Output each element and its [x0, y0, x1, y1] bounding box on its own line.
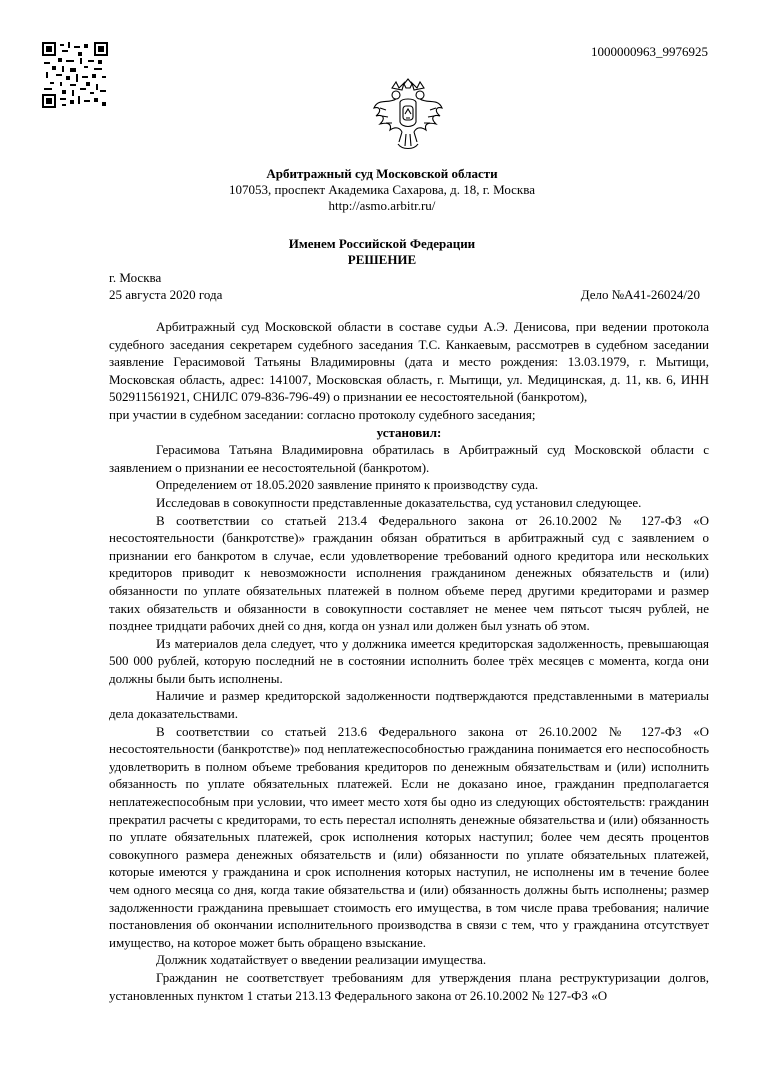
- court-address: 107053, проспект Академика Сахарова, д. 18, г. Москва: [229, 182, 535, 197]
- paragraph-8: Наличие и размер кредиторской задолженности подтверждаются представленными в материалы дела доказательствами.: [109, 688, 709, 722]
- court-name: Арбитражный суд Московской области: [266, 166, 498, 181]
- decision-body: [109, 318, 709, 1004]
- decision-heading: [0, 236, 764, 268]
- paragraph-2: при участии в судебном заседании: согласно протоколу судебного заседания;: [109, 406, 536, 422]
- section-heading: установил:: [376, 424, 442, 440]
- russian-coat-of-arms-icon: [368, 78, 448, 152]
- paragraph-10: Должник ходатайствует о введении реализации имущества.: [156, 952, 487, 968]
- heading-federation: Именем Российской Федерации: [288, 236, 476, 251]
- court-url[interactable]: http://asmo.arbitr.ru/: [328, 198, 436, 213]
- paragraph-7: Из материалов дела следует, что у должника имеется кредиторская задолженность, превышающая 500 000 рублей, которую последний не в состоянии исполнить более трёх месяцев с момента, когда они должны были быть исполнены.: [109, 635, 709, 686]
- city: г. Москва: [109, 270, 162, 285]
- paragraph-6: В соответствии со статьей 213.4 Федерального закона от 26.10.2002 № 127-ФЗ «О несостоятельности (банкротстве)» гражданин обязан обратиться в арбитражный суд с заявлением о признании его банкротом в случае, если удовлетворение требований одного кредитора или нескольких кредиторов приводит к невозможности исполнения гражданином денежных обязательств и (или) обязанности по уплате обязательных платежей в полном объеме перед другими кредиторами и размер таких обязательств и обязанности в совокупности составляет не менее чем пятьсот тысяч рублей, не позднее тридцати рабочих дней со дня, когда он узнал или должен был узнать об этом.: [109, 512, 709, 634]
- qr-code-icon: [42, 42, 108, 108]
- court-header: [0, 166, 764, 214]
- document-number: 1000000963_9976925: [591, 44, 708, 59]
- paragraph-9: В соответствии со статьей 213.6 Федерального закона от 26.10.2002 № 127-ФЗ «О несостоятельности (банкротстве)» под неплатежеспособностью гражданина понимается его неспособность удовлетворить в полном объеме требования кредиторов по денежным обязательствам и (или) исполнить обязанность по уплате обязательных платежей. Если не доказано иное, гражданин предполагается неплатежеспособным при условии, что имеет место хотя бы одно из следующих обстоятельств: гражданин прекратил расчеты с кредиторами, то есть перестал исполнять денежные обязательства и (или) обязанность по уплате обязательных платежей, срок исполнения которых наступил; более чем десять процентов совокупного размера денежных обязательств и (или) обязанности по уплате обязательных платежей, которые имеются у гражданина и срок исполнения которых наступил, не исполнены им в течение более чем одного месяца со дня, когда такие обязательства и (или) обязанность должны быть исполнены; размер задолженности гражданина превышает стоимость его имущества, в том числе права требования; наличие постановления об окончании исполнительного производства в связи с тем, что у гражданина отсутствует имущество, на которое может быть обращено взыскание.: [109, 723, 709, 950]
- paragraph-1: Арбитражный суд Московской области в составе судьи А.Э. Денисова, при ведении протокола судебного заседания секретарем судебного заседания Т.С. Канкаевым, рассмотрев в судебном заседании заявление Герасимовой Татьяны Владимировны (дата и место рождения: 13.03.1979, г. Мытищи, Московская область, адрес: 141007, Московская область, г. Мытищи, ул. Медицинская, д. 11, кв. 6, ИНН 502911561921, СНИЛС 079-836-796-49) о признании ее несостоятельной (банкротом),: [109, 319, 709, 405]
- heading-decision: РЕШЕНИЕ: [347, 252, 417, 267]
- paragraph-3: Герасимова Татьяна Владимировна обратилась в Арбитражный суд Московской области с заявлением о признании ее несостоятельной (банкротом).: [109, 442, 709, 475]
- paragraph-4: Определением от 18.05.2020 заявление принято к производству суда.: [156, 477, 539, 493]
- decision-date: 25 августа 2020 года: [109, 287, 223, 302]
- paragraph-11: Гражданин не соответствует требованиям для утверждения плана реструктуризации долгов, установленных пунктом 1 статьи 213.13 Федерального закона от 26.10.2002 № 127-ФЗ «О: [109, 969, 709, 1003]
- paragraph-5: Исследовав в совокупности представленные доказательства, суд установил следующее.: [156, 494, 642, 510]
- case-number: Дело №А41-26024/20: [580, 287, 700, 302]
